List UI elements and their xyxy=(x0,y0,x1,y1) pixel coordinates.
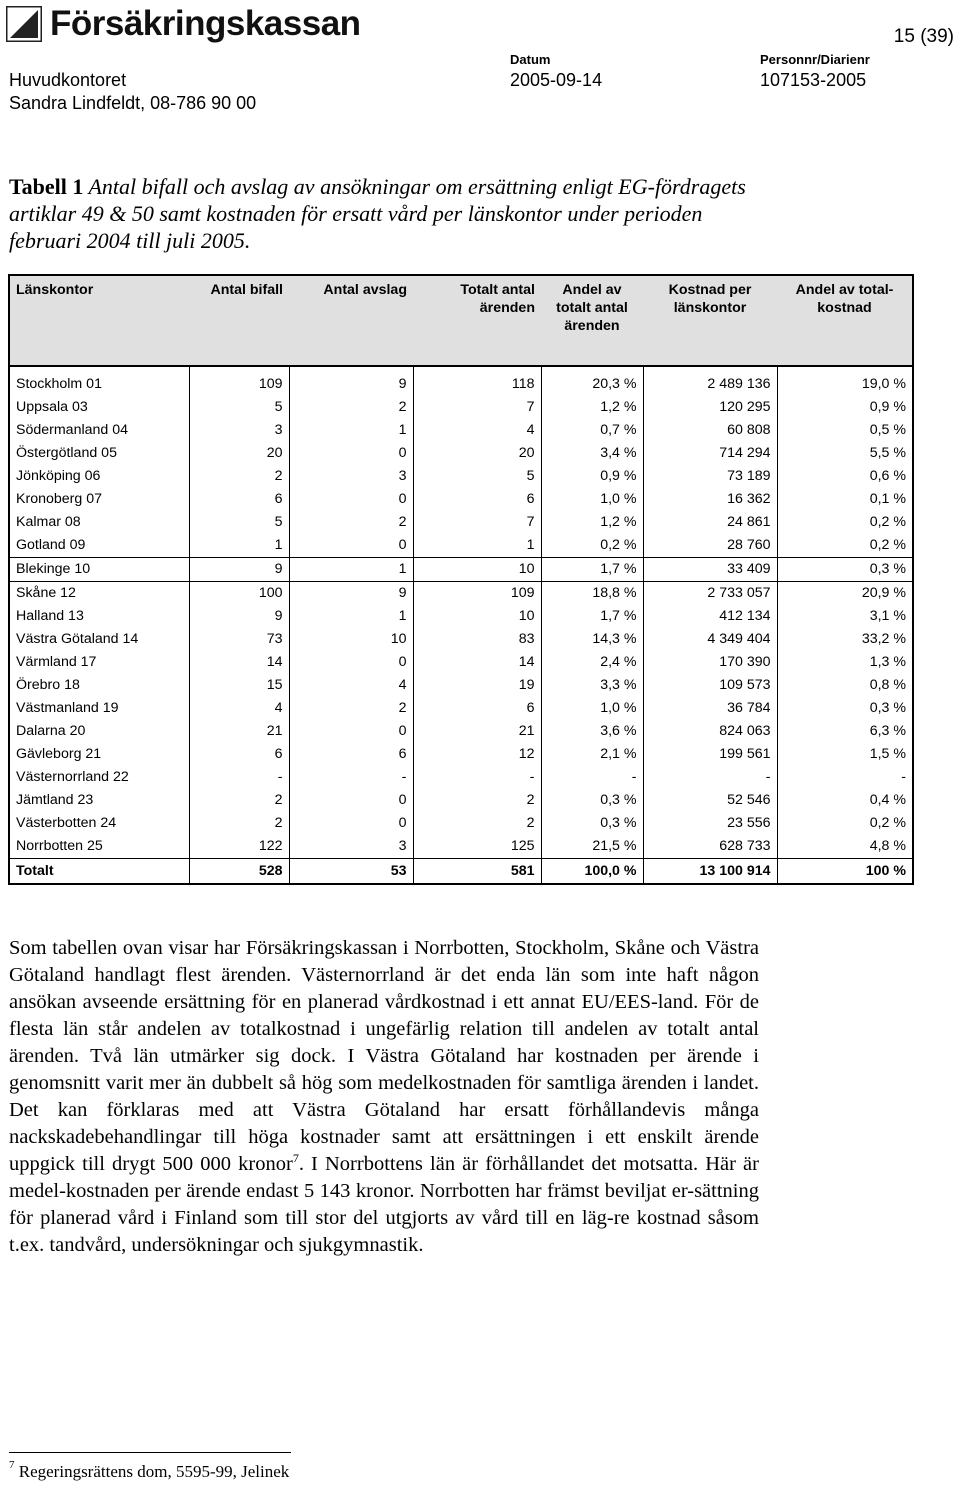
row-label: Kalmar 08 xyxy=(9,511,189,534)
table-cell: 2,1 % xyxy=(541,743,643,766)
row-label: Stockholm 01 xyxy=(9,373,189,396)
table-cell: 1 xyxy=(413,534,541,558)
column-header: Kostnad per länskontor xyxy=(643,275,777,366)
row-label: Kronoberg 07 xyxy=(9,488,189,511)
footnote xyxy=(9,1459,290,1482)
table-header-row xyxy=(9,275,913,366)
total-cell: 100 % xyxy=(777,859,913,885)
table-cell: 0,6 % xyxy=(777,465,913,488)
table-row xyxy=(9,511,913,534)
table-cell: 21 xyxy=(413,720,541,743)
table-row xyxy=(9,789,913,812)
logo-text: Försäkringskassan xyxy=(50,4,361,43)
table-cell: 628 733 xyxy=(643,835,777,859)
row-label: Gotland 09 xyxy=(9,534,189,558)
table-cell: 0 xyxy=(289,442,413,465)
table-cell: 14 xyxy=(413,651,541,674)
table-cell: 83 xyxy=(413,628,541,651)
table-cell: 60 808 xyxy=(643,419,777,442)
total-cell: 100,0 % xyxy=(541,859,643,885)
table-cell: - xyxy=(541,766,643,789)
column-header: Länskontor xyxy=(9,275,189,366)
table-cell: 73 xyxy=(189,628,289,651)
header-date: 2005-09-14 xyxy=(510,70,603,90)
row-label: Norrbotten 25 xyxy=(9,835,189,859)
table-cell: - xyxy=(643,766,777,789)
table-cell: 9 xyxy=(189,605,289,628)
table-cell: 0 xyxy=(289,488,413,511)
table-row xyxy=(9,419,913,442)
table-cell: 1 xyxy=(289,605,413,628)
header-reference-label: Personnr/Diarienr xyxy=(760,52,870,67)
row-label: Värmland 17 xyxy=(9,651,189,674)
table-body xyxy=(9,366,913,884)
table-cell: 2 xyxy=(413,812,541,835)
table-cell: - xyxy=(777,766,913,789)
table-row xyxy=(9,697,913,720)
table-caption-text: Antal bifall och avslag av ansökningar om ersättning enligt EG-fördragets artiklar 49 & 50 samt kostnaden för ersatt vård per länskontor under perioden februari 2004 till juli 2005. xyxy=(9,174,746,253)
row-label: Gävleborg 21 xyxy=(9,743,189,766)
row-label: Västerbotten 24 xyxy=(9,812,189,835)
table-cell: 0,2 % xyxy=(777,534,913,558)
total-cell: 581 xyxy=(413,859,541,885)
table-cell: 33,2 % xyxy=(777,628,913,651)
table-cell: 120 295 xyxy=(643,396,777,419)
table-cell: 0,3 % xyxy=(541,789,643,812)
table-cell: 7 xyxy=(413,511,541,534)
table-cell: 4 xyxy=(189,697,289,720)
table-row xyxy=(9,488,913,511)
table-cell: 0,3 % xyxy=(541,812,643,835)
body-paragraph xyxy=(9,935,759,1259)
table-cell: 19 xyxy=(413,674,541,697)
table-cell: 7 xyxy=(413,396,541,419)
table-cell: 2 489 136 xyxy=(643,373,777,396)
table-cell: 0 xyxy=(289,720,413,743)
table-cell: 1 xyxy=(289,419,413,442)
table-cell: 20,3 % xyxy=(541,373,643,396)
table-cell: 0,8 % xyxy=(777,674,913,697)
table-cell: 16 362 xyxy=(643,488,777,511)
table-row xyxy=(9,605,913,628)
data-table-container xyxy=(8,274,912,885)
table-cell: 1,3 % xyxy=(777,651,913,674)
table-cell: 0 xyxy=(289,534,413,558)
table-cell: 6 xyxy=(189,488,289,511)
table-cell: 10 xyxy=(413,558,541,582)
total-cell: 53 xyxy=(289,859,413,885)
table-cell: 1 xyxy=(189,534,289,558)
table-cell: 0,7 % xyxy=(541,419,643,442)
table-cell: 714 294 xyxy=(643,442,777,465)
footnote-number: 7 xyxy=(9,1459,15,1471)
table-row xyxy=(9,674,913,697)
table-cell: 0,2 % xyxy=(541,534,643,558)
table-caption-label: Tabell 1 xyxy=(9,174,84,199)
table-row xyxy=(9,720,913,743)
header-organization: Huvudkontoret xyxy=(9,70,127,90)
table-cell: 19,0 % xyxy=(777,373,913,396)
table-cell: 0,2 % xyxy=(777,511,913,534)
table-cell: 24 861 xyxy=(643,511,777,534)
table-cell: 2 xyxy=(289,396,413,419)
footnote-reference[interactable]: 7 xyxy=(292,1151,299,1166)
total-label: Totalt xyxy=(9,859,189,885)
table-cell: 0,3 % xyxy=(777,697,913,720)
table-cell: 109 573 xyxy=(643,674,777,697)
table-cell: 3 xyxy=(289,835,413,859)
table-cell: 0,3 % xyxy=(777,558,913,582)
total-cell: 528 xyxy=(189,859,289,885)
header-contact: Sandra Lindfeldt, 08-786 90 00 xyxy=(9,93,257,113)
table-cell: 0,9 % xyxy=(541,465,643,488)
table-cell: 1 xyxy=(289,558,413,582)
table-cell: 52 546 xyxy=(643,789,777,812)
logo-mark-icon xyxy=(6,6,42,42)
table-cell: 4 xyxy=(413,419,541,442)
row-label: Skåne 12 xyxy=(9,582,189,606)
table-row xyxy=(9,558,913,582)
table-cell: 0 xyxy=(289,651,413,674)
data-table xyxy=(8,274,914,885)
table-cell: 33 409 xyxy=(643,558,777,582)
table-cell: 4,8 % xyxy=(777,835,913,859)
header-reference: 107153-2005 xyxy=(760,70,867,90)
row-label: Dalarna 20 xyxy=(9,720,189,743)
logo xyxy=(6,4,361,44)
table-cell: 5 xyxy=(413,465,541,488)
table-cell: 1,7 % xyxy=(541,605,643,628)
table-cell: 2 xyxy=(189,789,289,812)
table-cell: 1,2 % xyxy=(541,396,643,419)
table-cell: - xyxy=(413,766,541,789)
page-number: 15 (39) xyxy=(893,26,954,47)
table-row xyxy=(9,396,913,419)
table-cell: 1,0 % xyxy=(541,697,643,720)
table-cell: 2 733 057 xyxy=(643,582,777,606)
table-cell: 1,0 % xyxy=(541,488,643,511)
table-cell: 12 xyxy=(413,743,541,766)
table-cell: 73 189 xyxy=(643,465,777,488)
table-cell: 199 561 xyxy=(643,743,777,766)
table-cell: 2,4 % xyxy=(541,651,643,674)
table-cell: - xyxy=(289,766,413,789)
table-cell: 36 784 xyxy=(643,697,777,720)
table-row xyxy=(9,766,913,789)
table-cell: 3 xyxy=(189,419,289,442)
table-cell: 23 556 xyxy=(643,812,777,835)
table-cell: 18,8 % xyxy=(541,582,643,606)
table-cell: 122 xyxy=(189,835,289,859)
column-header: Totalt antal ärenden xyxy=(413,275,541,366)
table-cell: 0,9 % xyxy=(777,396,913,419)
total-cell: 13 100 914 xyxy=(643,859,777,885)
table-cell: 9 xyxy=(189,558,289,582)
table-cell: 0,4 % xyxy=(777,789,913,812)
table-cell: 118 xyxy=(413,373,541,396)
table-cell: 4 xyxy=(289,674,413,697)
table-row xyxy=(9,628,913,651)
footnote-text: Regeringsrättens dom, 5595-99, Jelinek xyxy=(14,1462,290,1481)
table-cell: 6,3 % xyxy=(777,720,913,743)
table-cell: 20 xyxy=(413,442,541,465)
row-label: Blekinge 10 xyxy=(9,558,189,582)
table-cell: 1,7 % xyxy=(541,558,643,582)
table-cell: 10 xyxy=(413,605,541,628)
row-label: Jönköping 06 xyxy=(9,465,189,488)
row-label: Halland 13 xyxy=(9,605,189,628)
table-cell: 109 xyxy=(413,582,541,606)
row-label: Östergötland 05 xyxy=(9,442,189,465)
table-cell: 15 xyxy=(189,674,289,697)
column-header: Antal avslag xyxy=(289,275,413,366)
table-cell: 2 xyxy=(189,812,289,835)
table-cell: 3,3 % xyxy=(541,674,643,697)
table-cell: 5 xyxy=(189,396,289,419)
column-header: Andel av total-kostnad xyxy=(777,275,913,366)
table-cell: 412 134 xyxy=(643,605,777,628)
row-label: Västmanland 19 xyxy=(9,697,189,720)
table-cell: 10 xyxy=(289,628,413,651)
row-label: Södermanland 04 xyxy=(9,419,189,442)
table-cell: 6 xyxy=(413,488,541,511)
table-cell: 2 xyxy=(289,697,413,720)
table-cell: 170 390 xyxy=(643,651,777,674)
table-cell: 109 xyxy=(189,373,289,396)
table-cell: 9 xyxy=(289,582,413,606)
row-label: Västernorrland 22 xyxy=(9,766,189,789)
header-date-label: Datum xyxy=(510,52,551,67)
table-cell: 6 xyxy=(289,743,413,766)
table-cell: 0,1 % xyxy=(777,488,913,511)
table-cell: 3 xyxy=(289,465,413,488)
table-row xyxy=(9,373,913,396)
table-cell: 0 xyxy=(289,812,413,835)
table-cell: 824 063 xyxy=(643,720,777,743)
table-cell: 6 xyxy=(189,743,289,766)
table-cell: 0,2 % xyxy=(777,812,913,835)
table-row xyxy=(9,534,913,558)
table-cell: 28 760 xyxy=(643,534,777,558)
table-cell: 1,5 % xyxy=(777,743,913,766)
table-cell: 3,4 % xyxy=(541,442,643,465)
table-cell: 2 xyxy=(189,465,289,488)
table-row xyxy=(9,743,913,766)
row-label: Jämtland 23 xyxy=(9,789,189,812)
table-cell: 21,5 % xyxy=(541,835,643,859)
table-row xyxy=(9,812,913,835)
row-label: Örebro 18 xyxy=(9,674,189,697)
table-row xyxy=(9,465,913,488)
table-cell: 5,5 % xyxy=(777,442,913,465)
table-row xyxy=(9,835,913,859)
table-cell: 0 xyxy=(289,789,413,812)
table-cell: 3,6 % xyxy=(541,720,643,743)
column-header: Antal bifall xyxy=(189,275,289,366)
table-cell: 3,1 % xyxy=(777,605,913,628)
table-cell: 1,2 % xyxy=(541,511,643,534)
table-cell: 14,3 % xyxy=(541,628,643,651)
table-cell: 6 xyxy=(413,697,541,720)
table-caption xyxy=(9,173,769,254)
table-cell: - xyxy=(189,766,289,789)
table-cell: 100 xyxy=(189,582,289,606)
table-cell: 0,5 % xyxy=(777,419,913,442)
body-text-part2: . I Norrbottens län är förhållandet det motsatta. Här är medel-kostnaden per ärende endast 5 143 kronor. Norrbotten har främst beviljat er-sättning för planerad vård i Finland som till stor del utgjorts av vård till en läg-re kostnad såsom t.ex. tandvård, undersökningar och sjukgymnastik. xyxy=(9,1153,759,1256)
table-cell: 21 xyxy=(189,720,289,743)
table-cell: 5 xyxy=(189,511,289,534)
table-row xyxy=(9,442,913,465)
table-cell: 2 xyxy=(413,789,541,812)
table-cell: 2 xyxy=(289,511,413,534)
table-row xyxy=(9,651,913,674)
row-label: Västra Götaland 14 xyxy=(9,628,189,651)
column-header: Andel av totalt antal ärenden xyxy=(541,275,643,366)
row-label: Uppsala 03 xyxy=(9,396,189,419)
table-cell: 14 xyxy=(189,651,289,674)
table-cell: 9 xyxy=(289,373,413,396)
table-cell: 4 349 404 xyxy=(643,628,777,651)
table-total-row xyxy=(9,859,913,885)
table-cell: 20,9 % xyxy=(777,582,913,606)
body-text-part1: Som tabellen ovan visar har Försäkringskassan i Norrbotten, Stockholm, Skåne och Västra Götaland handlagt flest ärenden. Västernorrland är det enda län som inte haft någon ansökan avseende ersättning för en planerad vårdkostnad i ett annat EU/EES-land. För de flesta län står andelen av totalkostnad i ungefärlig relation till andelen av totalt antal ärenden. Två län utmärker sig dock. I Västra Götaland har kostnaden per ärende i genomsnitt varit mer än dubbelt så hög som medelkostnaden för samtliga ärenden i landet. Det kan förklaras med att Västra Götaland har ersatt förhållandevis många nackskadebehandlingar till höga kostnader samt att ersättningen i ett enskilt ärende uppgick till drygt 500 000 kronor xyxy=(9,937,759,1175)
table-cell: 20 xyxy=(189,442,289,465)
table-cell: 125 xyxy=(413,835,541,859)
table-row xyxy=(9,582,913,606)
footnote-divider xyxy=(9,1452,291,1453)
